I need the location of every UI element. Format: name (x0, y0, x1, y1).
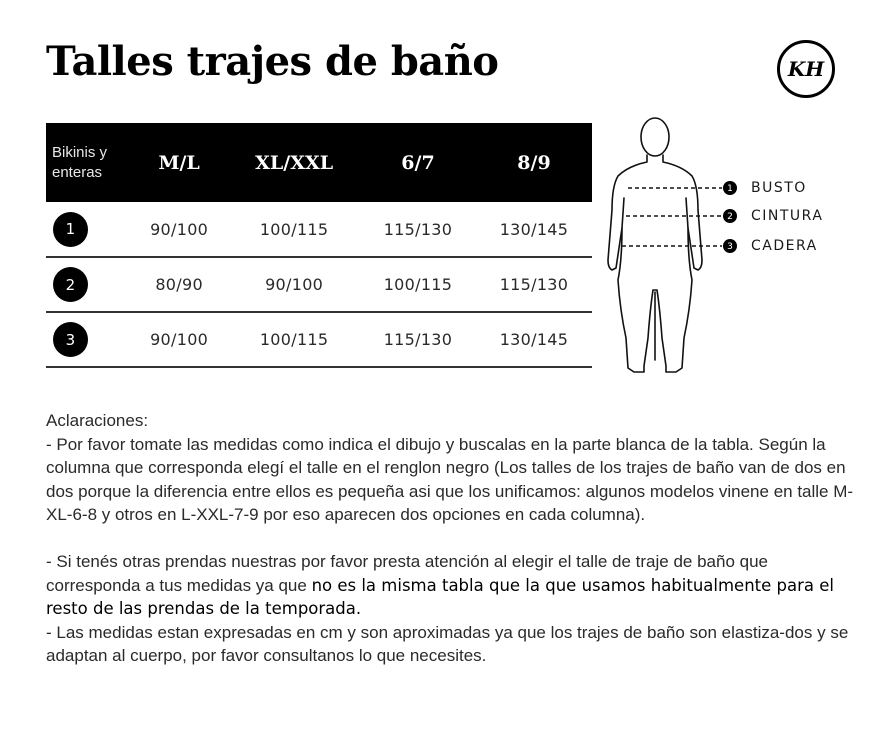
table-cell: 115/130 (360, 312, 476, 367)
size-table (46, 123, 592, 368)
table-row-cintura (46, 257, 592, 312)
header-size-ml: M/L (158, 151, 200, 174)
table-cell: 90/100 (130, 202, 228, 257)
table-cell: 115/130 (476, 257, 592, 312)
legend-cadera: CADERA (751, 238, 818, 254)
header-size-67: 6/7 (401, 151, 435, 174)
header-size-xlxxl: XL/XXL (255, 151, 334, 174)
page-title: Talles trajes de baño (46, 38, 499, 85)
table-cell: 130/145 (476, 202, 592, 257)
header-category: Bikinis y enteras (52, 143, 108, 181)
table-cell: 90/100 (130, 312, 228, 367)
legend-cintura: CINTURA (751, 208, 824, 224)
notes-section (46, 409, 856, 668)
notes-paragraph-1: - Por favor tomate las medidas como indica el dibujo y buscalas en la parte blanca de la tabla. Según la columna que corresponda elegí el talle en el renglon negro (Los talles de los trajes de baño van de dos en dos porque la diferencia entre ellos es pequeña asi que los unificamos: algunos modelos vinene en talle M-XL-6-8 y otros en L-XXL-7-9 por eso aparecen dos opciones en cada columna). (46, 434, 854, 524)
brand-logo (777, 40, 835, 98)
notes-heading: Aclaraciones: (46, 411, 149, 430)
logo-text: KH (787, 57, 825, 81)
notes-paragraph-2 (46, 550, 856, 621)
table-row-cadera (46, 312, 592, 367)
notes-paragraph-2-text: - Si tenés otras prendas nuestras por favor presta atención al elegir el talle de traje de baño que corresponda a tus medidas ya que (46, 552, 768, 595)
legend-number: 3 (727, 242, 733, 252)
table-cell: 80/90 (130, 257, 228, 312)
table-cell: 90/100 (228, 257, 360, 312)
body-silhouette-icon (600, 110, 860, 380)
legend-number: 2 (727, 212, 733, 222)
notes-paragraph-2-emphasis: no es la misma tabla que la que usamos habitualmente para el resto de las prendas de la temporada. (46, 575, 834, 618)
table-header-row (46, 123, 592, 202)
table-cell: 100/115 (228, 312, 360, 367)
table-cell: 100/115 (228, 202, 360, 257)
body-measurement-figure (600, 110, 860, 380)
table-row-busto (46, 202, 592, 257)
legend-busto: BUSTO (751, 180, 807, 196)
row-number-badge: 3 (53, 322, 88, 357)
row-number-badge: 1 (53, 212, 88, 247)
table-cell: 100/115 (360, 257, 476, 312)
notes-paragraph-3: - Las medidas estan expresadas en cm y son aproximadas ya que los trajes de baño son elastiza-dos y se adaptan al cuerpo, por favor consultanos lo que necesites. (46, 622, 849, 665)
header-size-89: 8/9 (517, 151, 551, 174)
table-cell: 115/130 (360, 202, 476, 257)
table-cell: 130/145 (476, 312, 592, 367)
row-number-badge: 2 (53, 267, 88, 302)
legend-number: 1 (727, 184, 733, 194)
